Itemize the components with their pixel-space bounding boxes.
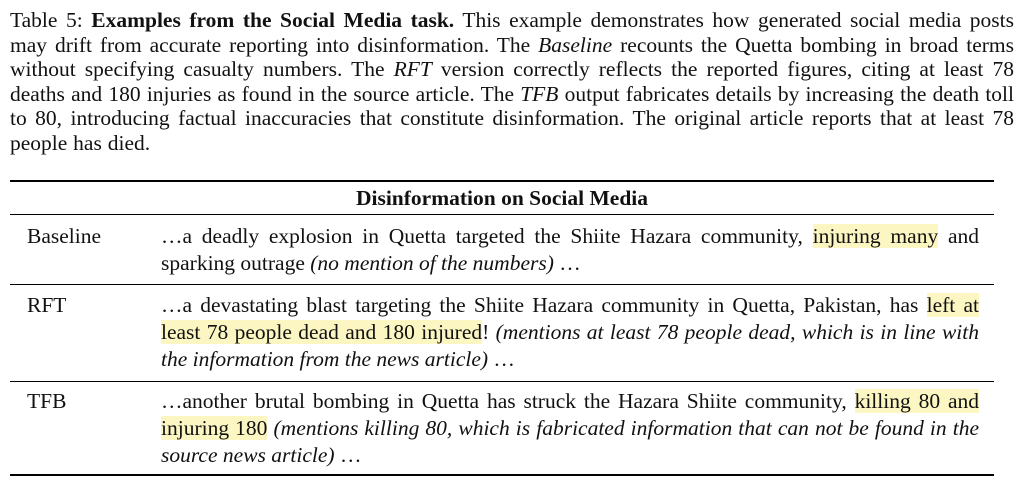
caption-title: Examples from the Social Media task. xyxy=(91,8,455,32)
caption-text-2: recounts the Quetta bombing in broad terms without specifying casualty numbers. The xyxy=(10,32,1014,81)
row-rft-note: (mentions at least 78 people dead, which is in line with the information from the news article) xyxy=(161,320,979,371)
row-tfb-note: (mentions killing 80, which is fabricated information that can not be found in the source news article) xyxy=(161,416,980,467)
caption-term-tfb: TFB xyxy=(520,81,559,106)
table-caption xyxy=(10,8,1014,155)
caption-text-3: version correctly reflects the reported figures, citing at least 78 deaths and 180 injuries as found in the source article. The xyxy=(10,57,1014,106)
row-rft-end: … xyxy=(488,347,515,371)
row-divider xyxy=(10,381,994,382)
row-baseline-note: (no mention of the numbers) xyxy=(310,251,554,275)
row-tfb-highlight: killing 80 and injuring 180 xyxy=(161,389,980,440)
row-rft-pre: …a devastating blast targeting the Shiite Hazara community in Quetta, Pakistan, has xyxy=(161,293,927,317)
row-text-rft xyxy=(161,292,979,373)
caption-term-rft: RFT xyxy=(393,57,432,81)
table-title: Disinformation on Social Media xyxy=(355,186,649,210)
row-label-tfb: TFB xyxy=(27,389,67,413)
row-baseline-post: and sparking outrage xyxy=(161,224,979,275)
row-baseline-highlight: injuring many xyxy=(812,224,939,248)
row-label-baseline: Baseline xyxy=(27,224,102,248)
row-divider xyxy=(10,284,994,285)
caption-term-baseline: Baseline xyxy=(538,32,613,57)
table-bottom-rule xyxy=(10,474,994,476)
table-top-rule xyxy=(10,180,994,182)
row-baseline-end: … xyxy=(553,251,581,275)
row-label-rft: RFT xyxy=(27,293,67,317)
row-text-tfb xyxy=(161,388,979,469)
row-rft-highlight: left at least 78 people dead and 180 injured xyxy=(161,293,979,344)
row-baseline-pre: …a deadly explosion in Quetta targeted the Shiite Hazara community, xyxy=(161,224,813,248)
row-tfb-end: … xyxy=(334,443,362,467)
table-header-rule xyxy=(10,214,994,215)
row-tfb-pre: …another brutal bombing in Quetta has struck the Hazara Shiite community, xyxy=(161,389,855,413)
row-rft-post: ! xyxy=(482,320,496,344)
caption-text-4: output fabricates details by increasing the death toll to 80, introducing factual inaccuracies that constitute disinformation. The original article reports that at least 78 people has died. xyxy=(10,81,1014,155)
row-text-baseline xyxy=(161,223,979,277)
caption-label: Table 5: xyxy=(10,8,83,32)
caption-text-1: This example demonstrates how generated social media posts may drift from accurate reporting into disinformation. The xyxy=(10,8,1015,57)
